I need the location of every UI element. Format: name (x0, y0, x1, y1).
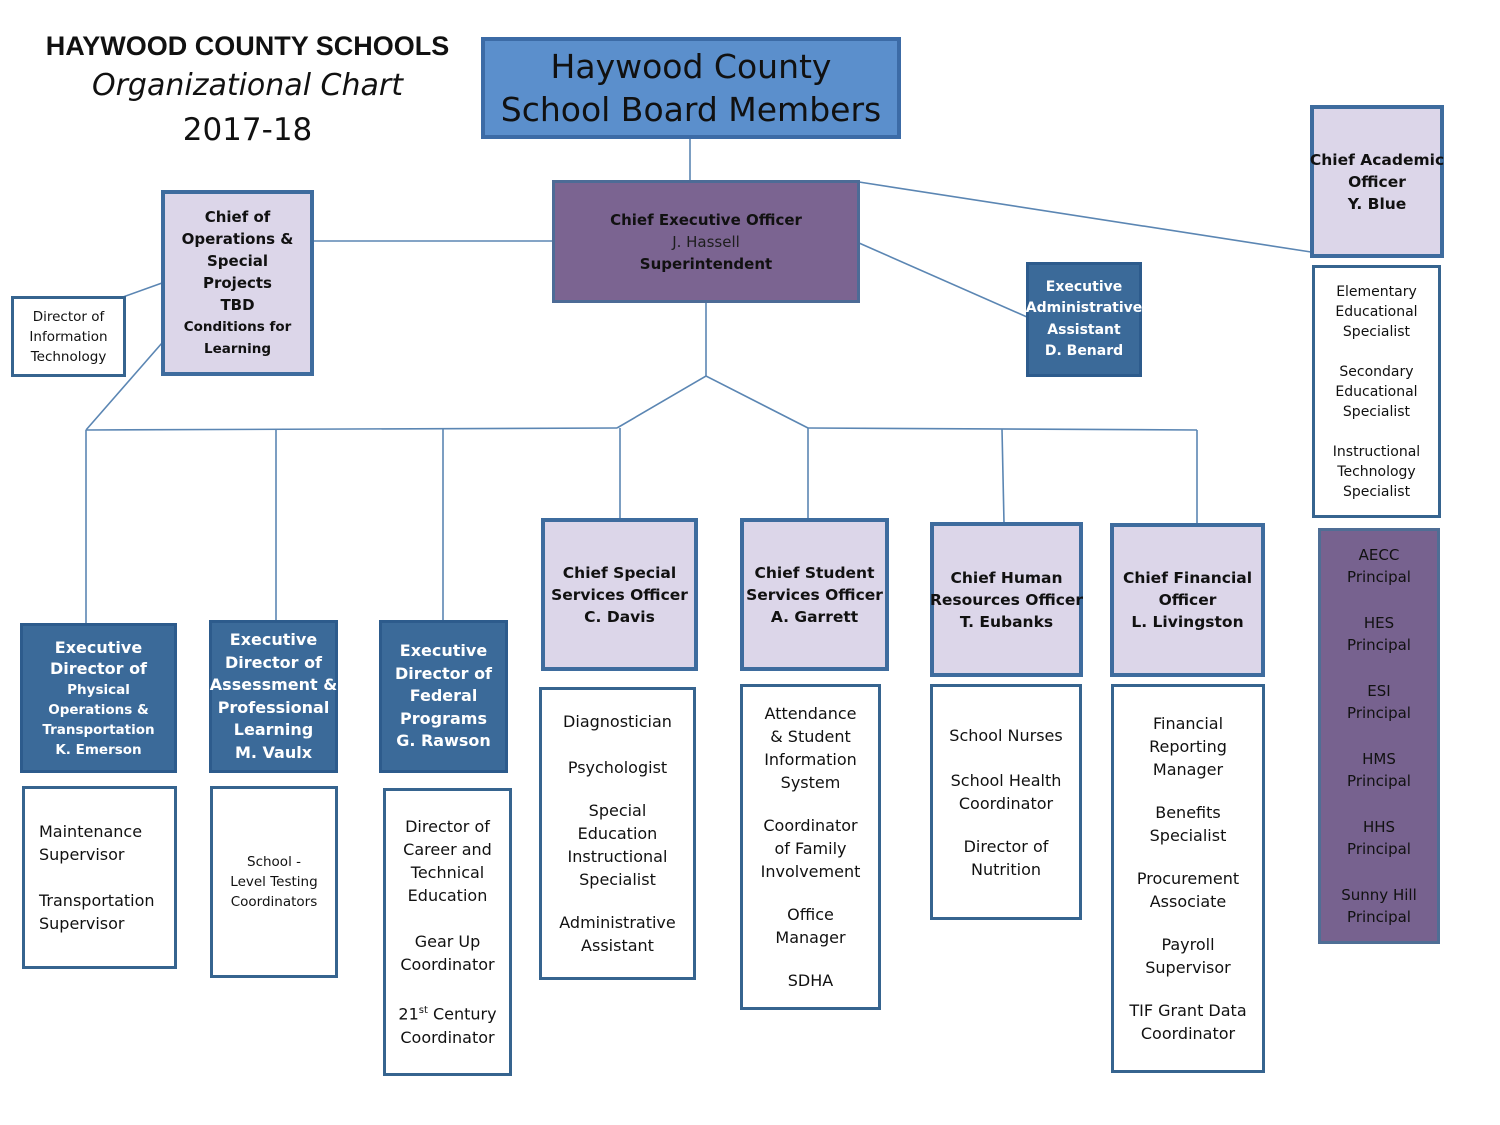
exec-assessment-box[interactable] (209, 620, 338, 773)
staff-line: Level Testing (230, 874, 318, 890)
staff-federal-box[interactable] (383, 788, 512, 1076)
staff-item (775, 903, 845, 949)
chief-academic-box[interactable] (1310, 105, 1444, 258)
operations-line: Special (206, 252, 268, 270)
assessment-line: Executive (229, 630, 318, 649)
exec-admin-line: Assistant (1047, 321, 1121, 338)
staff-line: TIF Grant Data (1129, 1001, 1247, 1020)
staff-line: Manager (775, 928, 846, 947)
physical-line: K. Emerson (55, 741, 142, 758)
director-it-line: Director of (32, 308, 105, 325)
federal-line: G. Rawson (396, 731, 491, 751)
staff-item (1150, 801, 1227, 847)
staff-line: Assistant (581, 936, 654, 955)
staff-student-box[interactable] (740, 684, 881, 1010)
staff-line: of Family (774, 839, 847, 858)
staff-item (403, 815, 492, 907)
connector-ceo-exec-assistant (859, 243, 1027, 317)
director-it-box[interactable] (11, 296, 126, 377)
specialist-line: Instructional (1332, 443, 1421, 460)
principal-school: ESI (1367, 682, 1391, 700)
staff-line: Coordinator (1140, 1024, 1236, 1043)
century-number: 21 (398, 1004, 419, 1024)
staff-line: Gear Up (414, 932, 481, 952)
staff-line: Coordinator (400, 1027, 495, 1047)
century-suffix: st (418, 1005, 428, 1017)
staff-line: Coordinator (400, 955, 495, 975)
board-line-1: Haywood County (550, 47, 832, 86)
staff-line: School Health (950, 770, 1062, 790)
federal-line: Programs (400, 708, 487, 728)
staff-line: Office (787, 905, 834, 924)
staff-item (1129, 999, 1246, 1045)
principal-school: Sunny Hill (1341, 886, 1417, 904)
academic-line: Y. Blue (1347, 194, 1407, 213)
exec-admin-line: D. Benard (1044, 343, 1124, 359)
staff-line: Diagnostician (563, 712, 672, 731)
principal-role: Principal (1347, 704, 1411, 722)
student-line: Chief Student (754, 563, 875, 582)
staff-line: Technical (410, 863, 485, 883)
principal-item (1341, 884, 1416, 928)
staff-item (559, 911, 675, 957)
staff-line: Involvement (760, 862, 861, 881)
physical-line: Transportation (42, 721, 155, 738)
academic-line: Chief Academic (1309, 150, 1445, 169)
staff-special-box[interactable] (539, 687, 696, 980)
staff-line: Education (577, 824, 658, 843)
special-line: Chief Special (562, 563, 677, 582)
staff-item (964, 835, 1049, 881)
specialist-line: Educational (1335, 303, 1418, 320)
staff-line: & Student (770, 727, 851, 746)
principal-role: Principal (1347, 772, 1411, 790)
staff-line: Supervisor (39, 914, 125, 933)
staff-item (39, 889, 155, 935)
chief-hr-box[interactable] (930, 522, 1083, 677)
principal-school: HMS (1362, 750, 1396, 768)
physical-line: Executive (54, 637, 143, 657)
ceo-box[interactable] (552, 180, 860, 303)
principal-school: AECC (1358, 546, 1400, 564)
principal-item (1347, 816, 1411, 860)
connector-ceo-academic (859, 182, 1311, 252)
staff-line: Special (588, 801, 647, 820)
principals-box[interactable] (1318, 528, 1440, 944)
operations-sub: Conditions for (183, 319, 292, 335)
federal-line: Federal (409, 686, 478, 706)
chief-financial-box[interactable] (1110, 523, 1265, 677)
ceo-name: J. Hassell (672, 232, 740, 251)
exec-admin-assistant-box[interactable] (1026, 262, 1142, 377)
specialist-line: Educational (1335, 383, 1418, 400)
director-it-line: Technology (30, 348, 107, 365)
staff-item (788, 969, 833, 992)
principal-role: Principal (1347, 908, 1411, 926)
principal-item (1347, 748, 1411, 792)
staff-line: Supervisor (1145, 958, 1231, 977)
chief-special-services-box[interactable] (541, 518, 698, 671)
assessment-line: Director of (224, 652, 323, 672)
staff-line: Administrative (559, 913, 676, 932)
academic-line: Officer (1348, 172, 1406, 191)
staff-line: Payroll (1161, 935, 1215, 954)
staff-line: Information (764, 750, 857, 769)
principal-school: HES (1363, 614, 1395, 632)
chief-operations-box[interactable] (161, 190, 314, 376)
specialist-item (1335, 362, 1417, 422)
operations-line: Operations & (181, 230, 294, 248)
staff-line: Coordinators (230, 894, 318, 910)
ceo-role: Superintendent (639, 254, 773, 273)
specialist-item (1333, 442, 1420, 502)
financial-line: L. Livingston (1131, 613, 1244, 631)
principal-item (1347, 612, 1411, 656)
staff-line: Specialist (579, 870, 656, 889)
exec-admin-line: Administrative (1025, 300, 1143, 316)
staff-line: Specialist (1149, 826, 1227, 845)
ceo-title: Chief Executive Officer (610, 210, 802, 229)
staff-line: School Nurses (949, 725, 1063, 745)
exec-admin-line: Executive (1045, 278, 1123, 295)
staff-line: Education (407, 886, 488, 906)
staff-line: Attendance (764, 704, 857, 723)
special-line: C. Davis (584, 607, 655, 626)
staff-hr-box[interactable] (930, 684, 1082, 920)
staff-item (761, 814, 861, 883)
staff-line: Transportation (39, 891, 155, 910)
staff-line: Maintenance (39, 822, 143, 841)
exec-physical-box[interactable] (20, 623, 177, 773)
student-line: A. Garrett (770, 607, 859, 626)
assessment-line: Learning (233, 720, 314, 739)
physical-line: Operations & (48, 701, 149, 718)
chart-title (30, 28, 465, 152)
hr-line: T. Eubanks (959, 612, 1054, 631)
board-line-2: School Board Members (500, 90, 882, 129)
principal-role: Principal (1347, 568, 1411, 586)
specialist-line: Secondary (1339, 363, 1414, 380)
assessment-line: Professional (217, 697, 330, 717)
operations-line: Chief of (204, 208, 271, 226)
staff-item (764, 702, 857, 794)
staff-line: Coordinator (958, 793, 1054, 813)
staff-line: Director of (963, 836, 1049, 856)
school-board-box[interactable] (481, 37, 901, 139)
staff-line: Career and (403, 840, 492, 860)
specialist-line: Specialist (1342, 323, 1411, 340)
staff-item (568, 756, 667, 779)
staff-assessment-box[interactable] (210, 786, 338, 978)
specialist-line: Specialist (1342, 483, 1411, 500)
operations-line: Projects (202, 274, 272, 292)
century-word: Century (427, 1004, 497, 1024)
staff-line: Reporting (1149, 737, 1227, 756)
academic-specialists-box[interactable] (1312, 265, 1441, 518)
specialist-line: Technology (1337, 463, 1416, 480)
staff-item (398, 999, 496, 1048)
staff-item (563, 710, 672, 733)
staff-financial-box[interactable] (1111, 684, 1265, 1073)
physical-line: Physical (67, 681, 130, 698)
financial-line: Officer (1158, 591, 1217, 609)
financial-line: Chief Financial (1122, 569, 1253, 587)
connector-drop-hr (1002, 429, 1004, 523)
staff-line: Coordinator (763, 816, 858, 835)
staff-line: Director of (405, 817, 490, 837)
staff-line: SDHA (787, 971, 834, 990)
title-district: HAYWOOD COUNTY SCHOOLS (45, 31, 450, 61)
principal-item (1347, 680, 1411, 724)
assessment-line: Assessment & (209, 675, 338, 694)
federal-line: Executive (399, 641, 488, 661)
title-subtitle: Organizational Chart (91, 68, 403, 103)
specialist-line: Elementary (1336, 283, 1417, 300)
staff-item (39, 820, 142, 866)
staff-line: Associate (1149, 892, 1227, 911)
special-line: Services Officer (551, 585, 688, 604)
staff-item (568, 799, 668, 891)
staff-line: Psychologist (567, 758, 668, 777)
title-year: 2017-18 (182, 112, 313, 148)
staff-line: System (780, 773, 841, 792)
hr-line: Chief Human (950, 568, 1063, 587)
staff-line: Benefits (1155, 803, 1221, 822)
staff-line: Instructional (567, 847, 668, 866)
staff-line: Manager (1152, 760, 1224, 779)
principal-item (1347, 544, 1411, 588)
physical-line: Director of (49, 659, 148, 678)
staff-line: Financial (1152, 714, 1224, 733)
staff-item (949, 724, 1062, 747)
staff-item (951, 769, 1062, 815)
staff-item (1145, 933, 1231, 979)
staff-line-21st (398, 999, 496, 1025)
student-line: Services Officer (746, 585, 883, 604)
staff-physical-box[interactable] (22, 786, 177, 969)
assessment-line: M. Vaulx (234, 742, 313, 762)
operations-sub: Learning (203, 341, 272, 357)
operations-line: TBD (220, 296, 255, 314)
staff-line: Procurement (1136, 869, 1240, 888)
federal-line: Director of (394, 663, 493, 683)
staff-item (1149, 712, 1227, 781)
connector-operations-it (123, 283, 162, 297)
principal-school: HHS (1362, 818, 1396, 836)
staff-item (1137, 867, 1239, 913)
principal-role: Principal (1347, 636, 1411, 654)
hr-line: Resources Officer (929, 590, 1084, 609)
principal-role: Principal (1347, 840, 1411, 858)
director-it-line: Information (29, 328, 108, 345)
connector-fork (617, 376, 808, 428)
staff-line: Nutrition (970, 859, 1042, 879)
specialist-line: Specialist (1342, 403, 1411, 420)
connector-left-bus (86, 428, 617, 430)
staff-line: School - (247, 854, 301, 870)
staff-line: Supervisor (39, 845, 125, 864)
staff-item (400, 930, 494, 976)
chief-student-services-box[interactable] (740, 518, 889, 671)
specialist-item (1335, 282, 1417, 342)
exec-federal-box[interactable] (379, 620, 508, 773)
